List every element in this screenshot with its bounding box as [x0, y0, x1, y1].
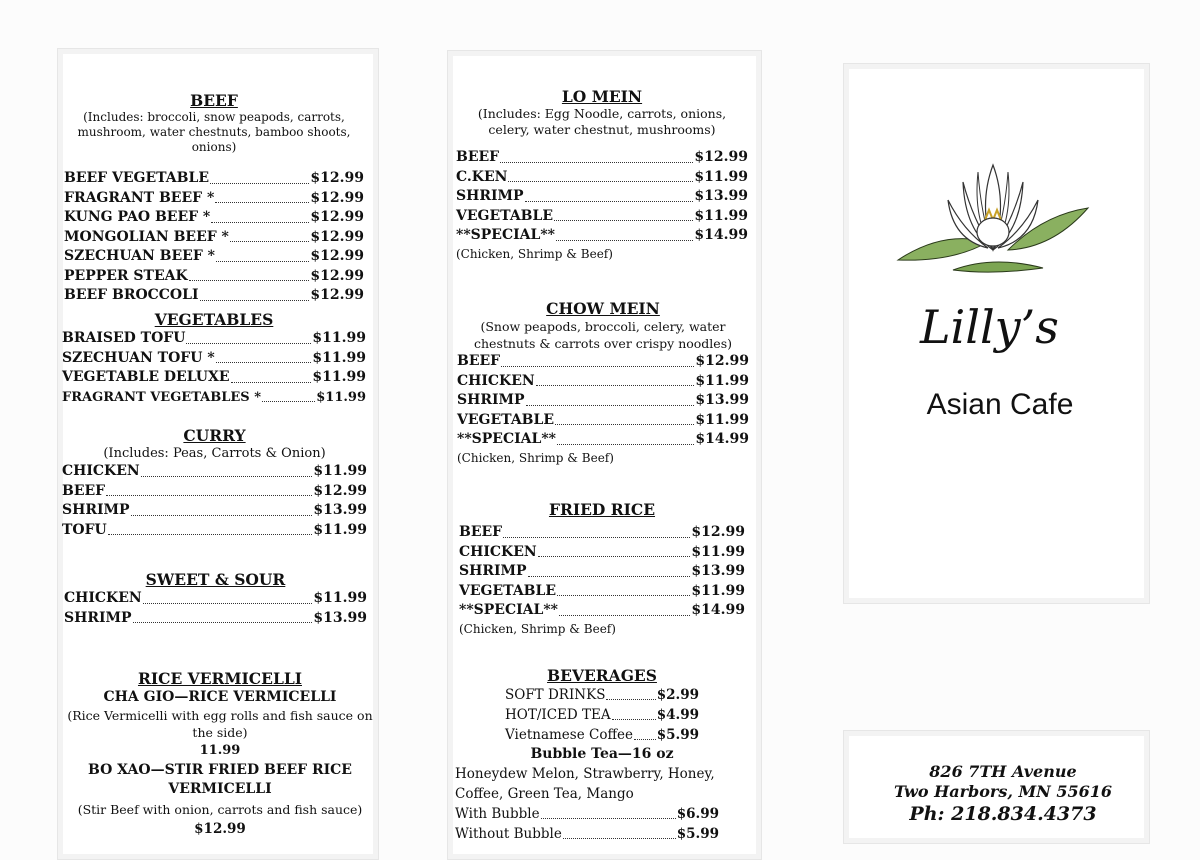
menu-item: **SPECIAL** $14.99	[457, 431, 749, 447]
menu-item: CHICKEN $11.99	[459, 543, 745, 560]
menu-item: FRAGRANT VEGETABLES * $11.99	[62, 389, 366, 405]
section-note: (Includes: Peas, Carrots & Onion)	[103, 446, 326, 461]
menu-item: HOT/ICED TEA $4.99	[505, 707, 699, 723]
menu-item: BEEF $12.99	[456, 149, 748, 165]
item-description: (Stir Beef with onion, carrots and fish sauce)	[77, 802, 363, 817]
section-heading: CHOW MEIN	[546, 299, 660, 318]
curry-section	[62, 427, 367, 540]
section-heading: RICE VERMICELLI	[137, 669, 302, 688]
menu-item: VEGETABLE $11.99	[457, 411, 749, 428]
menu-item: MONGOLIAN BEEF * $12.99	[64, 228, 364, 245]
menu-item: PEPPER STEAK $12.99	[64, 267, 364, 284]
special-note: (Chicken, Shrimp & Beef)	[459, 621, 616, 636]
menu-item: SOFT DRINKS $2.99	[505, 687, 699, 703]
menu-item: Vietnamese Coffee $5.99	[505, 727, 699, 743]
item-name: BO XAO—STIR FRIED BEEF RICE VERMICELLI	[88, 762, 352, 797]
menu-item: VEGETABLE DELUXE $11.99	[62, 369, 366, 385]
item-list	[64, 169, 364, 306]
lotus-logo-icon	[893, 160, 1093, 280]
item-list	[457, 352, 749, 450]
chow-mein-section	[457, 300, 749, 466]
menu-item: **SPECIAL** $14.99	[456, 227, 748, 243]
section-heading: FRIED RICE	[548, 500, 656, 519]
menu-item: CHICKEN $11.99	[64, 590, 367, 606]
menu-item: BEEF $12.99	[459, 524, 745, 540]
vermicelli-section	[62, 670, 378, 840]
menu-item: BEEF $12.99	[62, 482, 367, 499]
menu-item: TOFU $11.99	[62, 521, 367, 538]
item-description: (Rice Vermicelli with egg rolls and fish sauce on the side)	[67, 708, 373, 740]
bubble-flavors: Honeydew Melon, Strawberry, Honey,	[455, 766, 715, 782]
special-note: (Chicken, Shrimp & Beef)	[456, 246, 613, 261]
menu-item: SHRIMP $13.99	[64, 609, 367, 626]
item-list	[64, 589, 367, 628]
item-list	[62, 329, 366, 407]
item-price: 11.99	[199, 743, 241, 758]
section-note: (Includes: Egg Noodle, carrots, onions, celery, water chestnut, mushrooms)	[477, 106, 727, 137]
menu-item: SZECHUAN BEEF * $12.99	[64, 248, 364, 264]
menu-item: BEEF VEGETABLE $12.99	[64, 170, 364, 186]
menu-item: BEEF BROCCOLI $12.99	[64, 287, 364, 303]
menu-item: BRAISED TOFU $11.99	[62, 330, 366, 346]
menu-item: FRAGRANT BEEF * $12.99	[64, 189, 364, 206]
menu-item: C.KEN $11.99	[456, 168, 748, 185]
brand-name: Lilly’s	[920, 300, 1059, 354]
section-heading: LO MEIN	[561, 87, 643, 106]
menu-item: CHICKEN $11.99	[457, 372, 749, 389]
address-block	[858, 762, 1148, 826]
beef-section	[64, 92, 364, 306]
item-list	[459, 523, 745, 621]
lo-mein-section	[456, 88, 748, 262]
menu-item: KUNG PAO BEEF * $12.99	[64, 209, 364, 225]
special-note: (Chicken, Shrimp & Beef)	[457, 450, 614, 465]
menu-item: VEGETABLE $11.99	[459, 582, 745, 599]
fried-rice-section	[459, 501, 745, 637]
section-heading: BEEF	[190, 91, 238, 110]
brand-tagline: Asian Cafe	[926, 388, 1074, 421]
menu-item: **SPECIAL** $14.99	[459, 602, 745, 618]
menu-item: Without Bubble $5.99	[455, 826, 719, 842]
address-line: 826 7TH Avenue	[929, 762, 1077, 781]
section-note: (Snow peapods, broccoli, celery, water chestnuts & carrots over crispy noodles)	[474, 319, 732, 351]
item-list	[455, 685, 749, 745]
menu-item: BEEF $12.99	[457, 353, 749, 369]
menu-item: SHRIMP $13.99	[62, 502, 367, 518]
menu-item: With Bubble $6.99	[455, 806, 719, 822]
item-list	[62, 462, 367, 540]
section-heading: SWEET & SOUR	[145, 570, 286, 589]
item-price: $12.99	[194, 821, 246, 837]
section-heading: BEVERAGES	[547, 666, 657, 685]
menu-item: SZECHUAN TOFU * $11.99	[62, 349, 366, 366]
bubble-tea-heading: Bubble Tea—16 oz	[530, 746, 674, 762]
menu-item: SHRIMP $13.99	[459, 563, 745, 579]
sweet-sour-section	[64, 571, 367, 628]
item-name: CHA GIO—RICE VERMICELLI	[103, 689, 337, 705]
phone-number: Ph: 218.834.4373	[909, 803, 1097, 825]
section-note: (Includes: broccoli, snow peapods, carrots, mushroom, water chestnuts, bamboo shoots, onions)	[77, 110, 351, 154]
section-heading: CURRY	[183, 426, 246, 445]
section-heading: VEGETABLES	[154, 310, 274, 329]
item-list	[456, 148, 748, 246]
bubble-flavors: Coffee, Green Tea, Mango	[455, 786, 634, 802]
vegetables-section	[62, 311, 366, 407]
menu-item: SHRIMP $13.99	[457, 392, 749, 408]
menu-item: CHICKEN $11.99	[62, 463, 367, 479]
bubble-item-list	[455, 804, 749, 844]
address-line: Two Harbors, MN 55616	[893, 782, 1113, 801]
menu-item: SHRIMP $13.99	[456, 188, 748, 204]
beverages-section	[455, 667, 749, 844]
menu-item: VEGETABLE $11.99	[456, 207, 748, 224]
